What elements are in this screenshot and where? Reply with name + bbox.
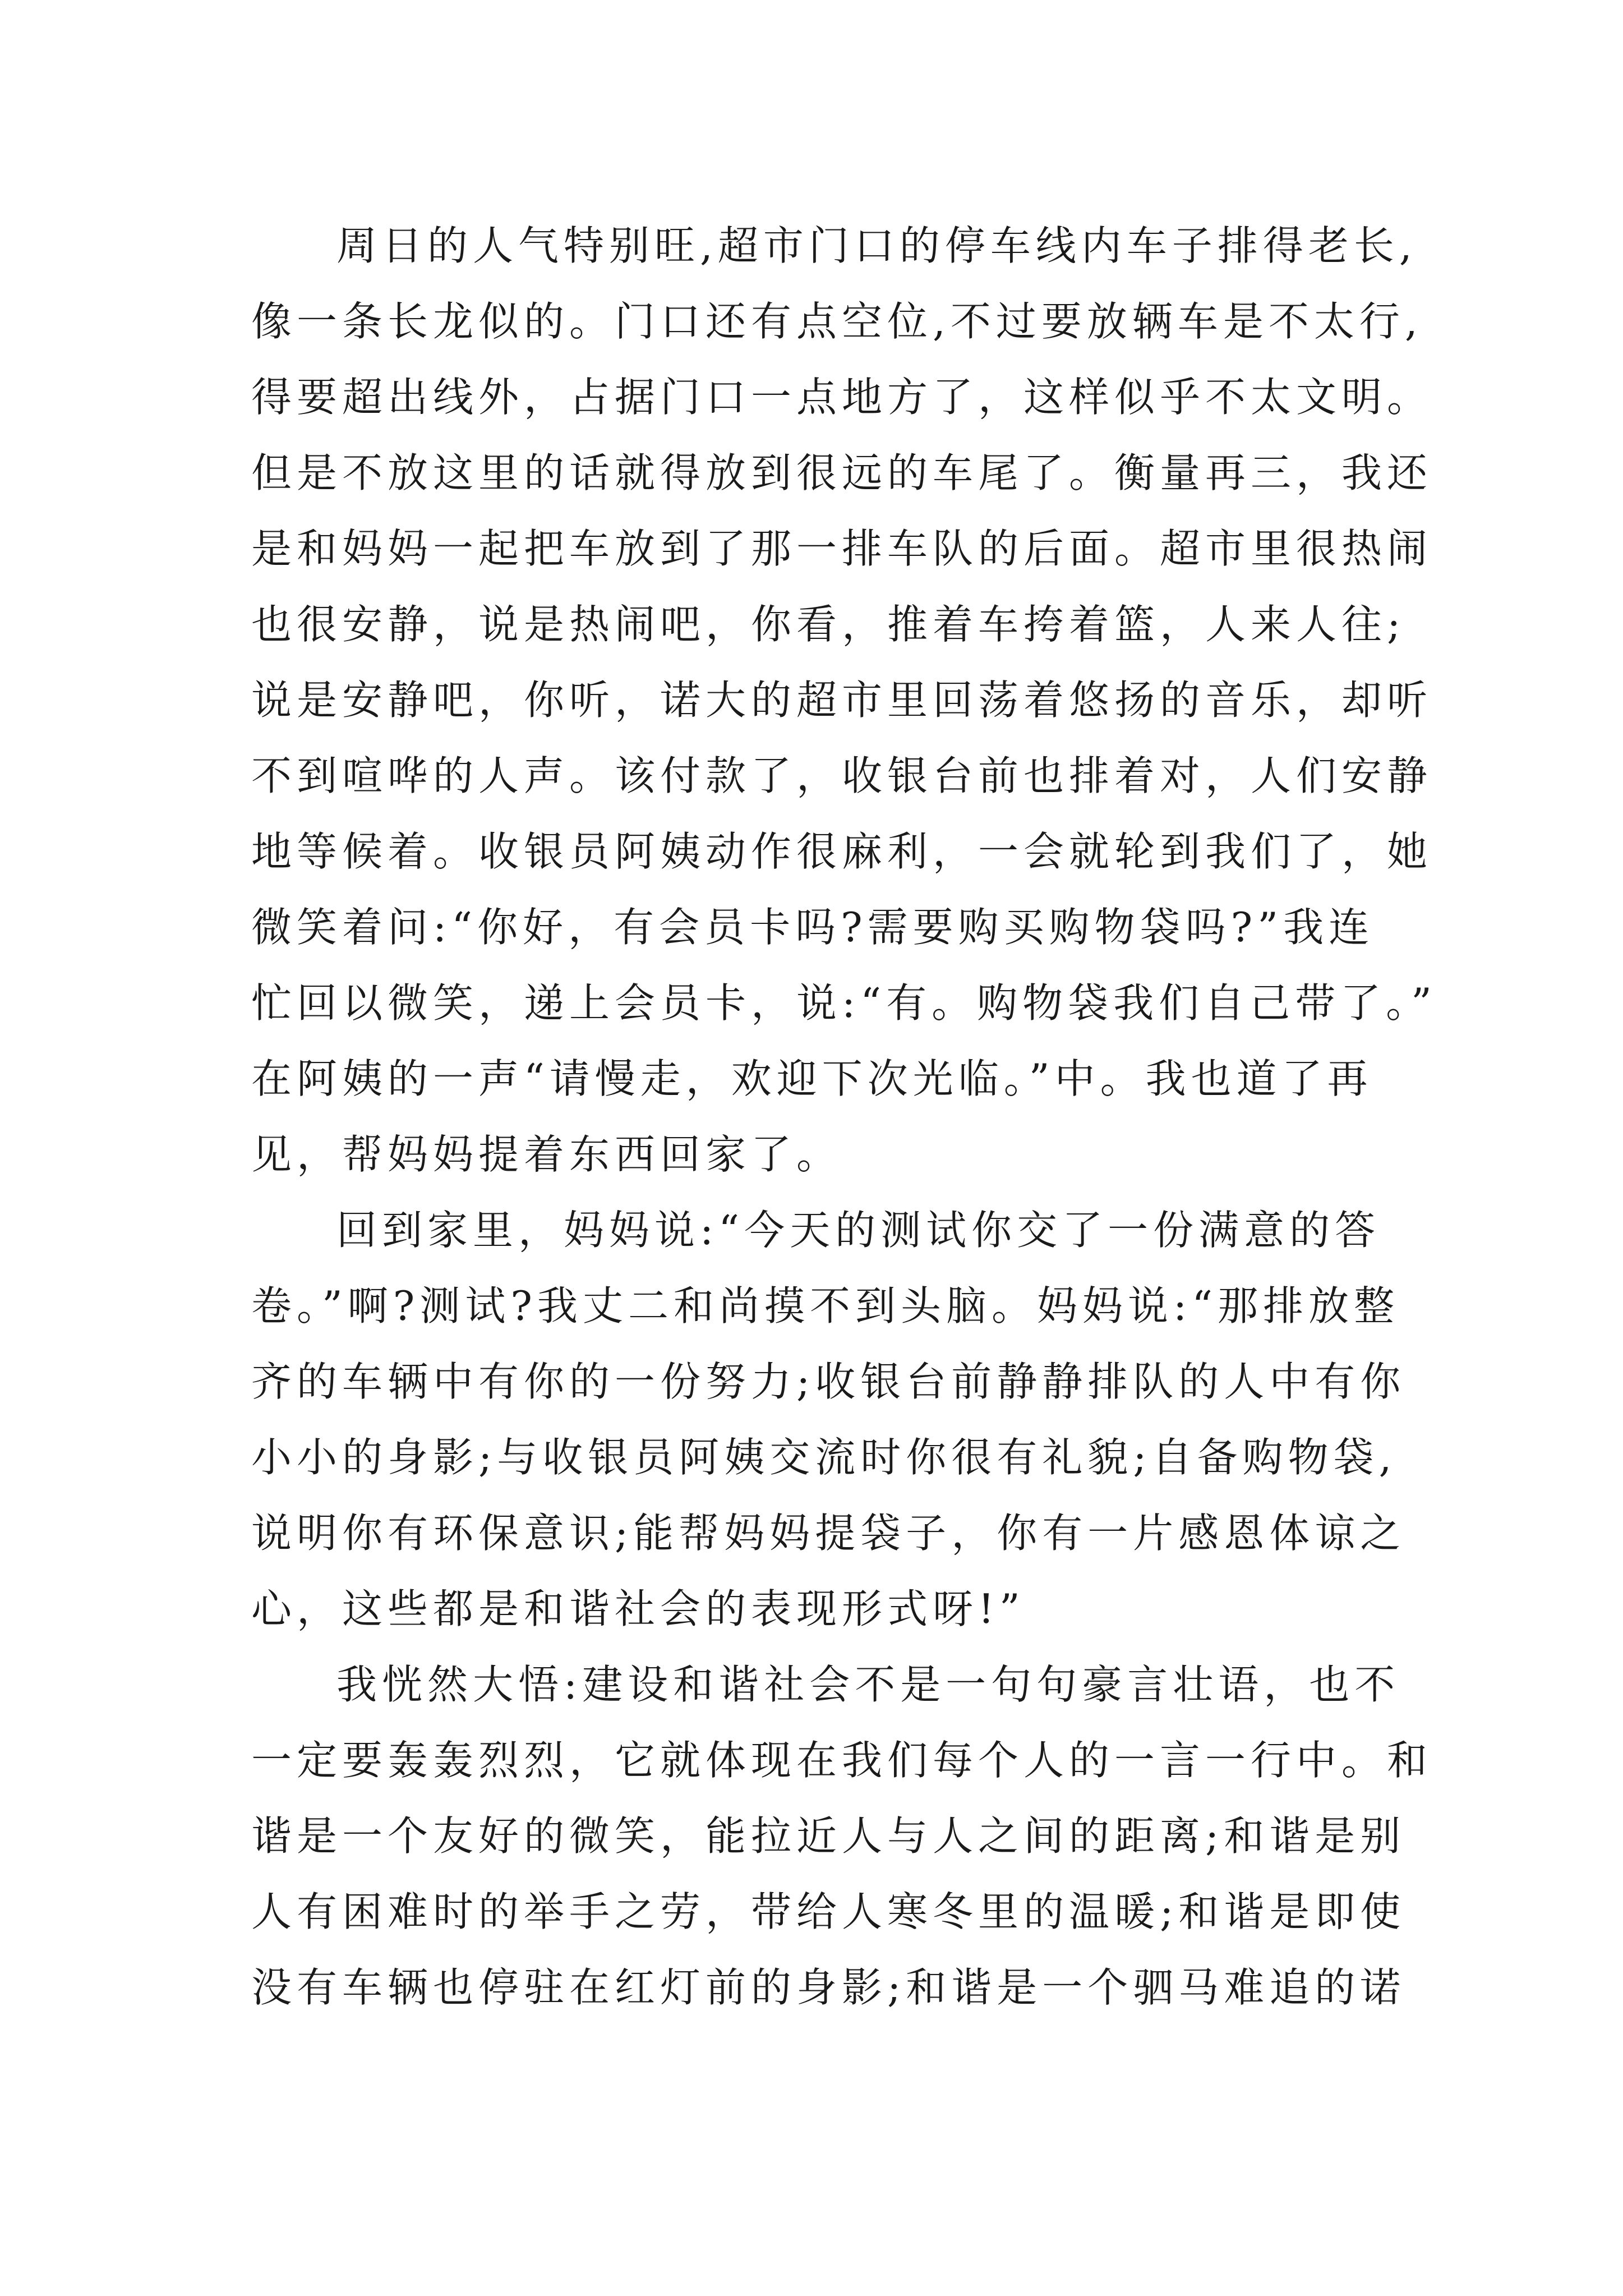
text-line-15: 卷。”啊?测试?我丈二和尚摸不到头脑。妈妈说:“那排放整 (251, 1282, 1400, 1329)
text-line-2: 像一条长龙似的。门口还有点空位,不过要放辆车是不太行, (251, 298, 1423, 345)
text-line-24: 没有车辆也停驻在红灯前的身影;和谐是一个驷马难追的诺 (251, 1964, 1406, 2011)
text-line-8: 不到喧哗的人声。该付款了，收银台前也排着对，人们安静 (251, 752, 1433, 799)
text-line-17: 小小的身影;与收银员阿姨交流时你很有礼貌;自备购物袋, (251, 1434, 1397, 1481)
text-line-14: 回到家里，妈妈说:“今天的测试你交了一份满意的答 (336, 1207, 1381, 1254)
text-line-5: 是和妈妈一起把车放到了那一排车队的后面。超市里很热闹 (251, 525, 1433, 572)
text-line-12: 在阿姨的一声“请慢走，欢迎下次光临。”中。我也道了再 (251, 1055, 1373, 1102)
text-line-4: 但是不放这里的话就得放到很远的车尾了。衡量再三，我还 (251, 449, 1433, 496)
text-line-7: 说是安静吧，你听，诺大的超市里回荡着悠扬的音乐，却听 (251, 677, 1433, 724)
text-line-13: 见，帮妈妈提着东西回家了。 (251, 1131, 842, 1178)
text-line-3: 得要超出线外，占据门口一点地方了，这样似乎不太文明。 (251, 374, 1433, 421)
text-line-20: 我恍然大悟:建设和谐社会不是一句句豪言壮语，也不 (336, 1661, 1400, 1708)
text-line-6: 也很安静，说是热闹吧，你看，推着车挎着篮，人来人往; (251, 601, 1406, 648)
text-line-1: 周日的人气特别旺,超市门口的停车线内车子排得老长, (336, 222, 1417, 269)
text-line-9: 地等候着。收银员阿姨动作很麻利，一会就轮到我们了，她 (251, 828, 1433, 875)
text-line-19: 心，这些都是和谐社会的表现形式呀!” (251, 1585, 1025, 1632)
text-line-21: 一定要轰轰烈烈，它就体现在我们每个人的一言一行中。和 (251, 1737, 1433, 1784)
text-line-18: 说明你有环保意识;能帮妈妈提袋子，你有一片感恩体谅之 (251, 1510, 1406, 1557)
text-line-23: 人有困难时的举手之劳，带给人寒冬里的温暖;和谐是即使 (251, 1888, 1406, 1935)
text-line-11: 忙回以微笑，递上会员卡，说:“有。购物袋我们自己带了。” (251, 979, 1437, 1027)
text-line-16: 齐的车辆中有你的一份努力;收银台前静静排队的人中有你 (251, 1358, 1406, 1405)
text-line-22: 谐是一个友好的微笑，能拉近人与人之间的距离;和谐是别 (251, 1812, 1406, 1860)
text-line-10: 微笑着问:“你好，有会员卡吗?需要购买购物袋吗?”我连 (251, 904, 1375, 951)
